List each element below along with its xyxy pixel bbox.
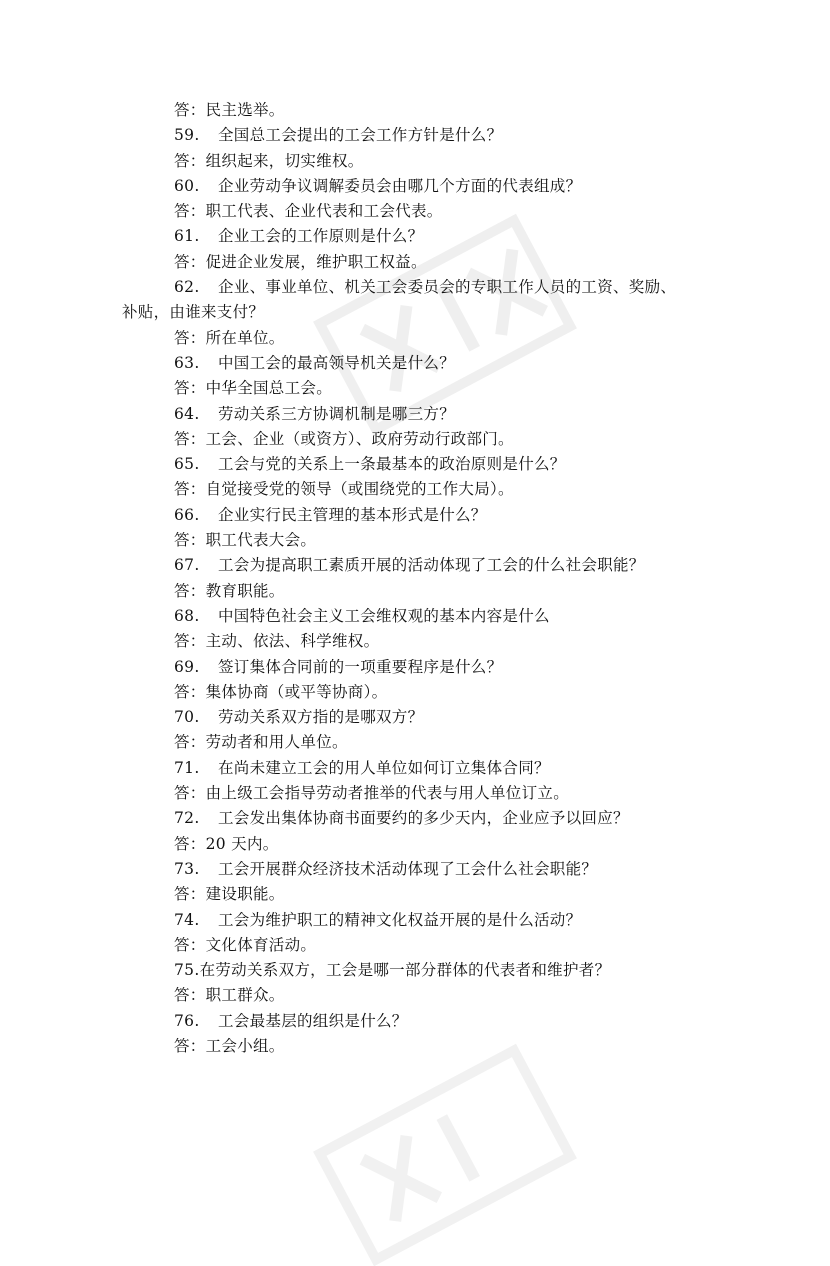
question-text: 工会最基层的组织是什么？	[218, 1011, 408, 1030]
question-text: 工会为维护职工的精神文化权益开展的是什么活动？	[218, 910, 582, 929]
question-line	[0, 224, 830, 249]
question-number: 76.	[174, 1011, 200, 1030]
question-line	[0, 503, 830, 528]
question-continuation: 补贴，由谁来支付？	[122, 303, 265, 322]
question-text: 工会与党的关系上一条最基本的政治原则是什么？	[218, 455, 566, 474]
question-line	[0, 756, 830, 781]
question-line	[0, 908, 830, 933]
question-line	[0, 123, 830, 148]
answer-line: 答：职工代表、企业代表和工会代表。	[174, 202, 443, 221]
question-text: 中国特色社会主义工会维权观的基本内容是什么	[218, 606, 550, 625]
answer-line: 答：文化体育活动。	[174, 935, 317, 954]
question-text: 工会发出集体协商书面要约的多少天内，企业应予以回应？	[218, 809, 629, 828]
question-number: 59.	[174, 126, 200, 145]
question-text: 企业、事业单位、机关工会委员会的专职工作人员的工资、奖励、	[218, 278, 677, 297]
answer-line: 答：促进企业发展，维护职工权益。	[174, 252, 427, 271]
answer-line: 答：职工群众。	[174, 986, 285, 1005]
question-text: 在尚未建立工会的用人单位如何订立集体合同？	[218, 758, 550, 777]
answer-line: 答：建设职能。	[174, 885, 285, 904]
question-number: 72.	[174, 809, 200, 828]
question-number: 66.	[174, 505, 200, 524]
answer-line: 答：由上级工会指导劳动者推举的代表与用人单位订立。	[174, 784, 570, 803]
question-line	[0, 174, 830, 199]
question-number: 74.	[174, 910, 200, 929]
question-text: 企业工会的工作原则是什么？	[218, 227, 424, 246]
answer-line: 答：自觉接受党的领导（或围绕党的工作大局）。	[174, 480, 514, 499]
question-text: 工会为提高职工素质开展的活动体现了工会的什么社会职能？	[218, 556, 645, 575]
answer-line: 答：中华全国总工会。	[174, 379, 333, 398]
answer-line: 答：民主选举。	[174, 101, 285, 119]
answer-line: 答：主动、依法、科学维权。	[174, 632, 380, 651]
question-number: 70.	[174, 708, 200, 727]
question-number: 64.	[174, 404, 200, 423]
question-line	[0, 351, 830, 376]
question-number: 71.	[174, 758, 200, 777]
question-text: 企业劳动争议调解委员会由哪几个方面的代表组成？	[218, 176, 582, 195]
question-number: 62.	[174, 278, 200, 297]
question-text: 劳动关系双方指的是哪双方？	[218, 708, 424, 727]
question-number: 63.	[174, 353, 200, 372]
question-number: 75.	[174, 961, 200, 980]
question-line	[0, 857, 830, 882]
question-line	[0, 1009, 830, 1034]
question-text: 全国总工会提出的工会工作方针是什么？	[218, 126, 503, 145]
question-line	[0, 553, 830, 578]
answer-line: 答：劳动者和用人单位。	[174, 733, 348, 752]
question-number: 61.	[174, 227, 200, 246]
question-line	[0, 705, 830, 730]
answer-line: 答：教育职能。	[174, 581, 285, 600]
watermark-logo-bottom	[313, 1044, 577, 1266]
question-text: 工会开展群众经济技术活动体现了工会什么社会职能？	[218, 859, 598, 878]
question-number: 67.	[174, 556, 200, 575]
question-line	[0, 452, 830, 477]
question-line	[0, 402, 830, 427]
question-text: 签订集体合同前的一项重要程序是什么？	[218, 657, 503, 676]
question-number: 68.	[174, 606, 200, 625]
question-line	[0, 604, 830, 629]
answer-line: 答：工会小组。	[174, 1036, 285, 1055]
answer-line: 答：职工代表大会。	[174, 531, 317, 550]
answer-line: 答：所在单位。	[174, 328, 285, 347]
question-text: 中国工会的最高领导机关是什么？	[218, 353, 456, 372]
answer-line: 答：集体协商（或平等协商）。	[174, 682, 388, 701]
answer-line: 答：工会、企业（或资方）、政府劳动行政部门。	[174, 429, 514, 448]
question-text: 在劳动关系双方，工会是哪一部分群体的代表者和维护者？	[199, 961, 611, 980]
answer-line: 答：20 天内。	[174, 834, 279, 853]
question-number: 65.	[174, 455, 200, 474]
question-text: 劳动关系三方协调机制是哪三方？	[218, 404, 456, 423]
question-number: 60.	[174, 176, 200, 195]
question-number: 73.	[174, 859, 200, 878]
question-line	[0, 958, 830, 983]
question-text: 企业实行民主管理的基本形式是什么？	[218, 505, 487, 524]
question-line	[0, 275, 830, 300]
qa-list	[0, 98, 830, 1059]
question-number: 69.	[174, 657, 200, 676]
question-line	[0, 806, 830, 831]
answer-line: 答：组织起来，切实维权。	[174, 151, 364, 170]
question-line	[0, 655, 830, 680]
